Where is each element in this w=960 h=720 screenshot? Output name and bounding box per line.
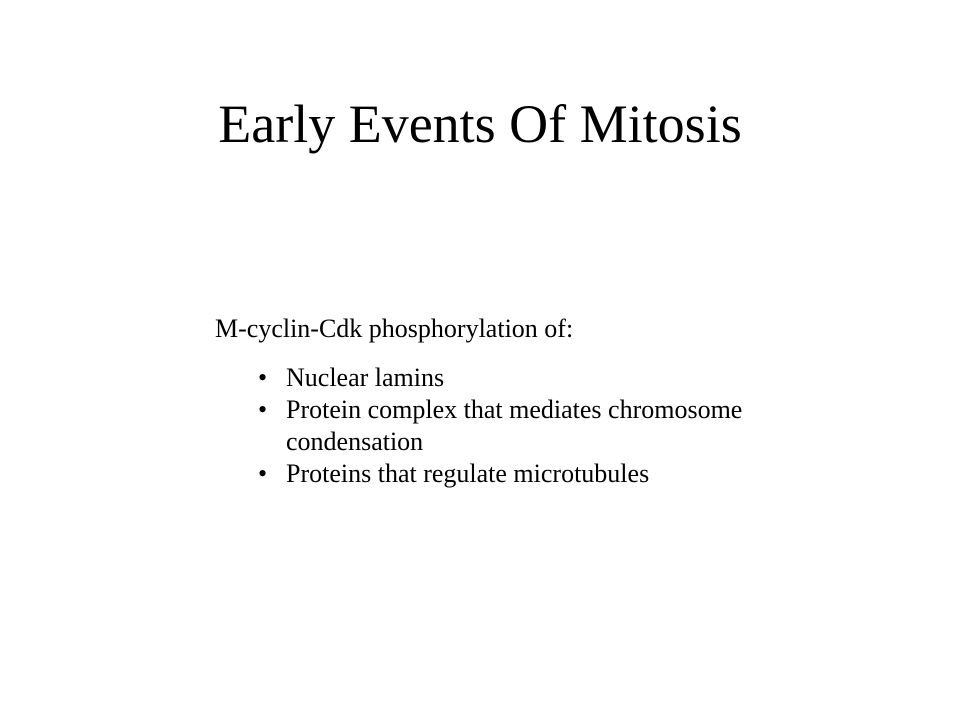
bullet-dot-icon: •	[258, 395, 268, 424]
bullet-text: Nuclear lamins	[286, 363, 445, 392]
bullet-item	[258, 362, 778, 394]
bullet-dot-icon: •	[258, 363, 268, 392]
bullet-item	[258, 458, 778, 490]
bullet-dot-icon: •	[258, 459, 268, 488]
bullet-text: Proteins that regulate microtubules	[286, 459, 650, 488]
slide-title: Early Events Of Mitosis	[218, 94, 742, 154]
intro-text: M-cyclin-Cdk phosphorylation of:	[215, 314, 574, 343]
bullet-text: Protein complex that mediates chromosome condensation	[286, 395, 743, 456]
bullet-item	[258, 394, 778, 458]
bullet-list	[258, 362, 778, 490]
